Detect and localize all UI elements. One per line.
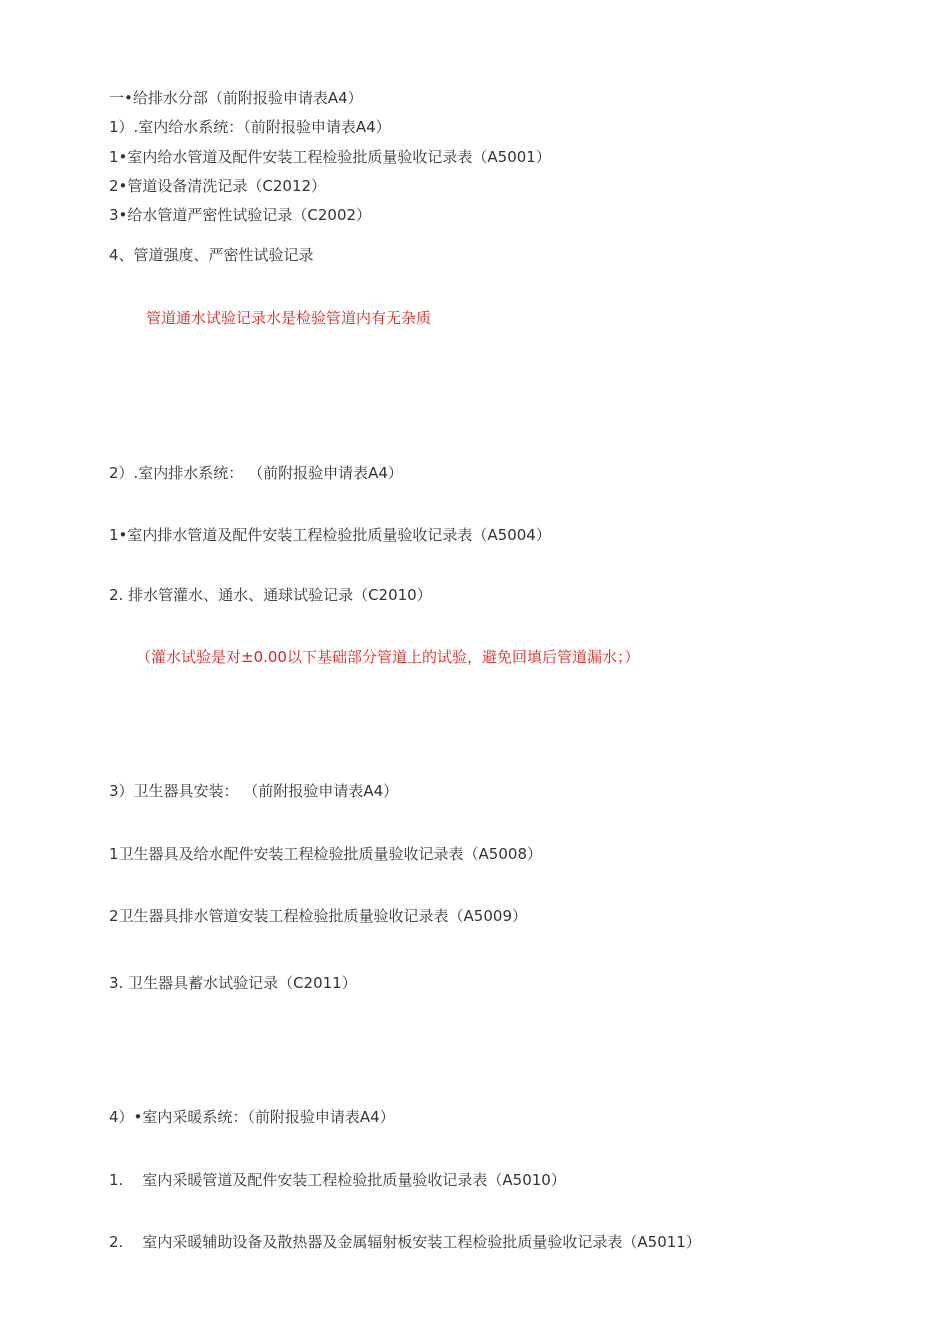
list-item: 4、管道强度、严密性试验记录 <box>109 246 314 264</box>
subsection-heading-heating: 4）•室内采暖系统：（前附报验申请表A4） <box>109 1108 395 1126</box>
list-item: 3•给水管道严密性试验记录（C2002） <box>109 206 372 224</box>
list-item: 2•管道设备清洗记录（C2012） <box>109 177 327 195</box>
list-item: 2. 排水管灌水、通水、通球试验记录（C2010） <box>109 586 432 604</box>
list-item: 1•室内排水管道及配件安装工程检验批质量验收记录表（A5004） <box>109 526 551 544</box>
list-item: 2. 室内采暖辅助设备及散热器及金属辐射板安装工程检验批质量验收记录表（A5011） <box>109 1233 701 1251</box>
subsection-heading-water-supply: 1）.室内给水系统：（前附报验申请表A4） <box>109 118 391 136</box>
subsection-heading-drainage: 2）.室内排水系统： （前附报验申请表A4） <box>109 464 403 482</box>
list-item: 3. 卫生器具蓄水试验记录（C2011） <box>109 974 357 992</box>
list-item: 1. 室内采暖管道及配件安装工程检验批质量验收记录表（A5010） <box>109 1171 566 1189</box>
note-text: （灌水试验是对±0.00以下基础部分管道上的试验，避免回填后管道漏水；） <box>136 648 640 666</box>
note-text: 管道通水试验记录水是检验管道内有无杂质 <box>146 309 432 327</box>
list-item: 1•室内给水管道及配件安装工程检验批质量验收记录表（A5001） <box>109 148 551 166</box>
list-item: 2卫生器具排水管道安装工程检验批质量验收记录表（A5009） <box>109 907 527 925</box>
list-item: 1卫生器具及给水配件安装工程检验批质量验收记录表（A5008） <box>109 845 542 863</box>
section-heading: 一•给排水分部（前附报验申请表A4） <box>109 89 363 107</box>
subsection-heading-sanitary: 3）卫生器具安装： （前附报验申请表A4） <box>109 782 399 800</box>
